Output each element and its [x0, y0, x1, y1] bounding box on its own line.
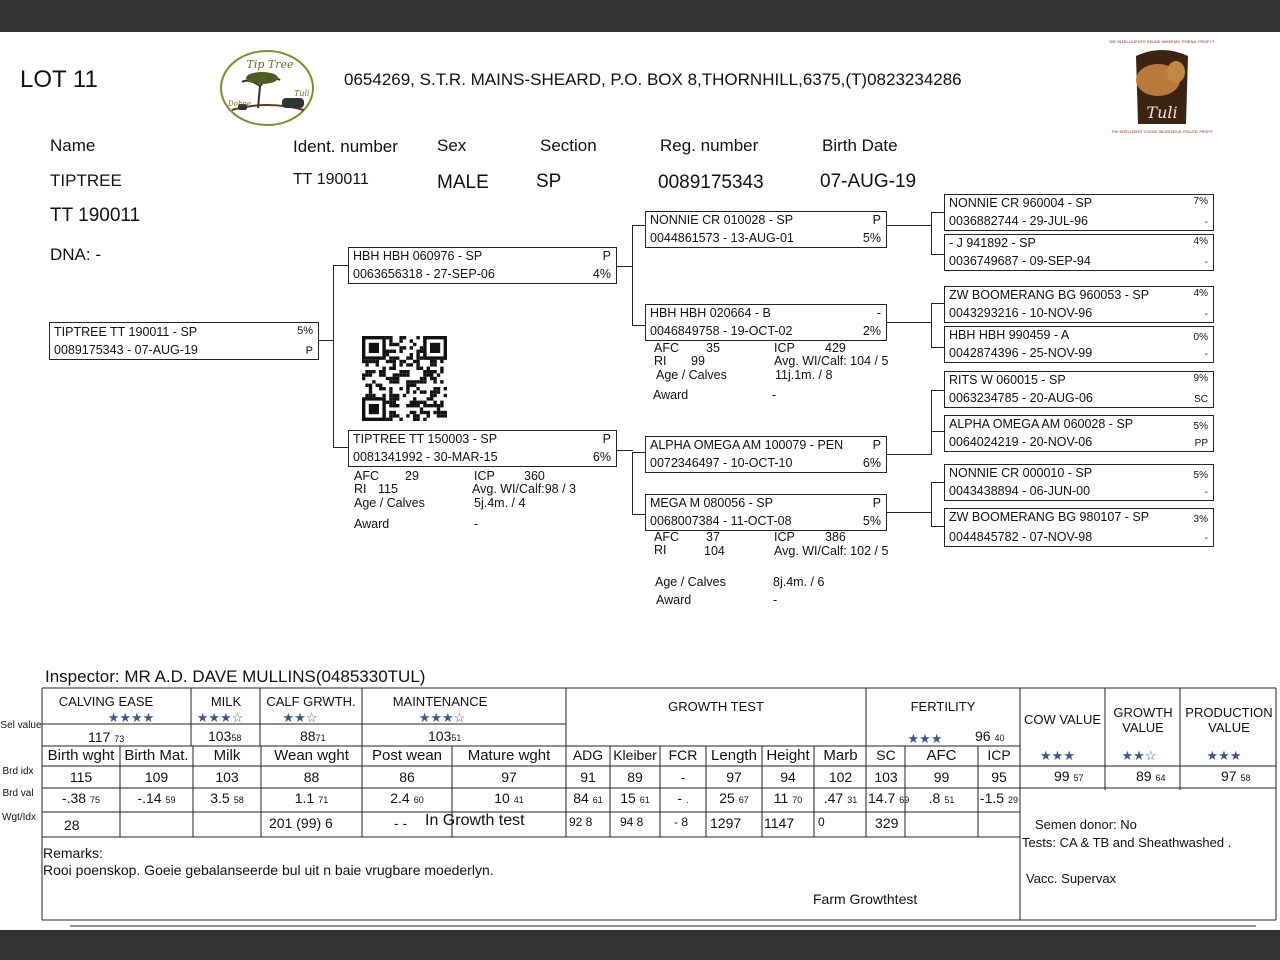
- index-value: 99: [1054, 768, 1070, 784]
- bv-value: .8: [928, 790, 941, 806]
- pedigree-name: MEGA M 080056 - SP: [650, 496, 773, 510]
- pedigree-percent: 2%: [862, 324, 881, 338]
- pedigree-reg: 0044845782 - 07-NOV-98: [949, 530, 1093, 544]
- bv-accuracy: 67: [738, 795, 749, 805]
- bv-value: 2.4: [390, 790, 410, 806]
- sel-value: 88: [300, 728, 316, 744]
- breeding-index: 88: [303, 769, 320, 785]
- sel-accuracy: 51: [451, 733, 462, 743]
- breeding-value: [262, 790, 361, 806]
- icp-value: 429: [825, 341, 846, 355]
- header-name: Name: [50, 136, 96, 155]
- bv-value: 3.5: [210, 790, 230, 806]
- icp-label: ICP: [774, 341, 795, 355]
- ri-label: RI: [654, 543, 667, 557]
- age-calves-label: Age / Calves: [655, 575, 726, 589]
- bv-accuracy: .: [686, 795, 689, 805]
- pedigree-reg: 0089175343 - 07-AUG-19: [54, 343, 198, 357]
- group-calving-ease: CALVING EASE: [58, 694, 154, 709]
- icp-value: 386: [825, 530, 846, 544]
- group-growth-value: GROWTH VALUE: [1113, 705, 1173, 735]
- icp-value: 360: [524, 469, 545, 483]
- pedigree-reg: 0063656318 - 27-SEP-06: [353, 267, 495, 281]
- pedigree-name: TIPTREE TT 190011 - SP: [54, 325, 198, 339]
- bv-accuracy: 59: [165, 795, 176, 805]
- breed-logo-bottom-text: THE INTELLIGENT CHOICE INDIGENOUS, POLLED, PROFIT: [1111, 130, 1213, 134]
- ri-label: RI: [354, 482, 367, 496]
- sel-accuracy: 73: [114, 734, 125, 744]
- column-header: AFC: [926, 747, 957, 764]
- pedigree-reg: 0046849758 - 19-OCT-02: [650, 324, 793, 338]
- pedigree-flag: P: [602, 249, 611, 263]
- group-maintenance: MAINTENANCE: [392, 694, 488, 709]
- ri-value: 115: [378, 482, 398, 496]
- pedigree-flag: -: [1204, 487, 1208, 498]
- column-header: Birth wght: [47, 747, 115, 764]
- bv-value: -.14: [137, 790, 162, 806]
- wgt-height: 1147: [764, 815, 795, 831]
- pedigree-percent: 6%: [862, 456, 881, 470]
- ri-value: 104: [704, 544, 725, 558]
- breeding-value: [979, 790, 1019, 806]
- pedigree-flag: SC: [1194, 394, 1208, 405]
- pedigree-name: ALPHA OMEGA AM 100079 - PEN: [650, 438, 844, 452]
- production-value-index: [1221, 768, 1250, 784]
- column-header: Birth Mat.: [124, 747, 189, 764]
- column-header: Marb: [823, 747, 858, 764]
- bv-value: 10: [494, 790, 510, 806]
- growth-value-index: [1136, 768, 1165, 784]
- growth-value-stars: ★★☆: [1121, 748, 1157, 763]
- pedigree-percent: 5%: [862, 514, 881, 528]
- pedigree-percent: 9%: [1193, 373, 1208, 384]
- group-growth-test: GROWTH TEST: [668, 699, 764, 714]
- pedigree-percent: 4%: [592, 267, 611, 281]
- pedigree-percent: 5%: [297, 325, 313, 337]
- column-header: Post wean: [371, 747, 443, 764]
- row-label-sel-value: Sel value: [0, 720, 42, 731]
- group-milk: MILK: [210, 694, 242, 709]
- bv-accuracy: 58: [233, 795, 244, 805]
- pedigree-percent: 7%: [1193, 196, 1208, 207]
- breeding-index: 99: [933, 769, 950, 785]
- pedigree-name: TIPTREE TT 150003 - SP: [353, 432, 498, 446]
- award-label: Award: [656, 593, 692, 607]
- bv-accuracy: 61: [639, 795, 650, 805]
- pedigree-flag: P: [872, 438, 881, 452]
- wgt-length: 1297: [710, 815, 742, 831]
- pedigree-flag: -: [876, 306, 881, 320]
- animal-ident: TT 190011: [293, 171, 369, 188]
- lot-number: LOT 11: [20, 66, 98, 93]
- pedigree-name: ALPHA OMEGA AM 060028 - SP: [949, 417, 1134, 431]
- breeding-value: [707, 790, 761, 806]
- bv-accuracy: 31: [847, 795, 858, 805]
- sel-accuracy: 40: [994, 733, 1005, 743]
- pedigree-reg: 0042874396 - 25-NOV-99: [949, 346, 1093, 360]
- ri-value: 99: [691, 354, 705, 368]
- header-section: Section: [540, 136, 597, 155]
- pedigree-name: NONNIE CR 000010 - SP: [949, 466, 1093, 480]
- animal-reg: 0089175343: [658, 172, 764, 193]
- bv-value: 84: [573, 790, 589, 806]
- remarks-label: Remarks:: [43, 845, 103, 861]
- award-value: -: [772, 388, 777, 402]
- column-header: Milk: [213, 747, 241, 764]
- pedigree-name: - J 941892 - SP: [949, 236, 1036, 250]
- ri-label: RI: [654, 354, 667, 368]
- icp-label: ICP: [774, 530, 795, 544]
- breeding-value: [194, 790, 260, 806]
- column-header: Wean wght: [274, 747, 349, 764]
- sel-maintenance: [428, 728, 461, 744]
- pedigree-flag: P: [305, 345, 313, 357]
- group-calf-growth: CALF GRWTH.: [266, 694, 356, 709]
- tests: Tests: CA & TB and Sheathwashed .: [1022, 835, 1232, 850]
- bv-value: 14.7: [868, 790, 896, 806]
- award-label: Award: [354, 517, 390, 531]
- pedigree-name: HBH HBH 990459 - A: [949, 328, 1070, 342]
- sel-milk: [208, 728, 241, 744]
- age-calves-value: 11j.1m. / 8: [775, 368, 833, 382]
- breeding-value: [453, 790, 565, 806]
- sel-value: 96: [975, 728, 991, 744]
- pedigree-percent: 4%: [1193, 236, 1208, 247]
- pedigree-reg: 0043293216 - 10-NOV-96: [949, 306, 1093, 320]
- sel-accuracy: 58: [231, 733, 242, 743]
- sel-value: 103: [428, 728, 452, 744]
- milk-stars: ★★★☆: [196, 710, 244, 725]
- pedigree-flag: -: [1204, 309, 1208, 320]
- breeding-index: 103: [215, 769, 239, 785]
- bv-accuracy: 70: [792, 795, 803, 805]
- breeding-value: [363, 790, 451, 806]
- breeding-index: 95: [991, 769, 1007, 785]
- age-calves-label: Age / Calves: [656, 368, 727, 382]
- in-growth-test: In Growth test: [425, 812, 525, 829]
- pedigree-percent: 5%: [1193, 421, 1208, 432]
- breeding-index: 94: [780, 769, 796, 785]
- index-value: 89: [1136, 768, 1152, 784]
- afc-value: 29: [405, 469, 419, 483]
- afc-label: AFC: [354, 469, 379, 483]
- pedigree-reg: 0043438894 - 06-JUN-00: [949, 484, 1091, 498]
- pedigree-percent: 5%: [862, 231, 881, 245]
- wgt-birth: 28: [64, 817, 80, 833]
- group-fertility: FERTILITY: [910, 699, 976, 714]
- breeding-index: 115: [69, 769, 93, 785]
- wgt-kleiber: 94 8: [620, 815, 644, 829]
- column-header: ICP: [987, 747, 1011, 763]
- animal-dna: DNA: -: [50, 245, 101, 264]
- header-ident: Ident. number: [293, 137, 398, 156]
- maintenance-stars: ★★★☆: [418, 710, 466, 725]
- animal-name: TIPTREE: [50, 171, 122, 190]
- wgt-adg: 92 8: [569, 815, 593, 829]
- bv-value: -.38: [61, 790, 87, 806]
- fertility-stars: ★★★: [907, 731, 943, 746]
- age-calves-value: 5j.4m. / 4: [474, 496, 526, 510]
- bv-accuracy: 29: [1008, 795, 1019, 805]
- breeding-index: 86: [399, 769, 415, 785]
- pedigree-percent: 5%: [1193, 470, 1208, 481]
- column-header: FCR: [668, 747, 698, 763]
- avg-weight-calf: Avg. WI/Calf:98 / 3: [472, 482, 576, 496]
- column-header: Height: [766, 747, 810, 764]
- afc-value: 37: [706, 530, 720, 544]
- pedigree-reg: 0081341992 - 30-MAR-15: [353, 450, 498, 464]
- column-header: Length: [711, 747, 757, 764]
- bv-value: 1.1: [294, 790, 315, 806]
- header-birth: Birth Date: [822, 136, 898, 155]
- pedigree-name: NONNIE CR 960004 - SP: [949, 196, 1093, 210]
- index-value: 97: [1221, 768, 1237, 784]
- pedigree-reg: 0064024219 - 20-NOV-06: [949, 435, 1093, 449]
- wgt-wean: 201 (99) 6: [269, 815, 333, 831]
- breeding-index: 97: [726, 769, 742, 785]
- pedigree-flag: P: [872, 496, 881, 510]
- pedigree-name: ZW BOOMERANG BG 980107 - SP: [949, 510, 1150, 524]
- remarks-text: Rooi poenskop. Goeie gebalanseerde bul uit n baie vrugbare moederlyn.: [43, 862, 494, 878]
- bv-value: -1.5: [979, 790, 1005, 806]
- breeding-value: [611, 790, 659, 806]
- bv-value: .47: [823, 790, 844, 806]
- row-label-brd-idx: Brd idx: [2, 766, 34, 777]
- index-accuracy: 64: [1155, 773, 1166, 783]
- pedigree-name: RITS W 060015 - SP: [949, 373, 1066, 387]
- viewer-bottom-bar: [0, 930, 1280, 960]
- column-header: Mature wght: [467, 747, 551, 764]
- breeding-value: [43, 790, 119, 806]
- pedigree-name: HBH HBH 060976 - SP: [353, 249, 483, 263]
- pedigree-reg: 0036749687 - 09-SEP-94: [949, 254, 1091, 268]
- bv-accuracy: 41: [513, 795, 524, 805]
- wgt-sc: 329: [875, 815, 899, 831]
- pedigree-reg: 0063234785 - 20-AUG-06: [949, 391, 1093, 405]
- farm-growthtest: Farm Growthtest: [813, 891, 918, 907]
- pedigree-percent: 6%: [592, 450, 611, 464]
- breeding-index: 89: [627, 769, 643, 785]
- afc-label: AFC: [654, 530, 679, 544]
- group-production-value: PRODUCTION VALUE: [1185, 705, 1273, 735]
- breeding-value: [121, 790, 192, 806]
- pedigree-reg: 0068007384 - 11-OCT-08: [650, 514, 792, 528]
- afc-label: AFC: [654, 341, 679, 355]
- group-cow-value: COW VALUE: [1023, 712, 1102, 727]
- sel-calf-growth: [300, 728, 326, 744]
- icp-label: ICP: [474, 469, 495, 483]
- bv-accuracy: 61: [592, 795, 603, 805]
- pedigree-percent: 3%: [1193, 514, 1208, 525]
- pedigree-flag: -: [1204, 349, 1208, 360]
- pedigree-name: NONNIE CR 010028 - SP: [650, 213, 794, 227]
- wgt-marb: 0: [818, 815, 825, 829]
- column-header: SC: [876, 747, 896, 763]
- avg-weight-calf: Avg. WI/Calf: 104 / 5: [774, 354, 889, 368]
- pedigree-percent: 4%: [1193, 288, 1208, 299]
- breeding-value: [661, 790, 705, 806]
- animal-section: SP: [536, 171, 562, 192]
- breeding-value: [906, 790, 977, 806]
- sel-calving-ease: [88, 729, 124, 745]
- cow-value-index: [1054, 768, 1083, 784]
- breeder-address: 0654269, S.T.R. MAINS-SHEARD, P.O. BOX 8,THORNHILL,6375,(T)0823234286: [344, 70, 962, 89]
- index-accuracy: 58: [1240, 773, 1251, 783]
- bv-accuracy: 75: [90, 795, 101, 805]
- pedigree-flag: P: [872, 213, 881, 227]
- award-label: Award: [653, 388, 689, 402]
- header-sex: Sex: [437, 136, 467, 155]
- index-accuracy: 57: [1073, 773, 1084, 783]
- sel-value: 117: [88, 729, 111, 745]
- sel-fertility: [975, 728, 1004, 744]
- wgt-fcr: - 8: [674, 815, 689, 829]
- sel-accuracy: 71: [315, 733, 326, 743]
- row-label-brd-val: Brd val: [2, 788, 34, 799]
- animal-sex: MALE: [437, 172, 489, 193]
- breeding-value: [868, 790, 910, 806]
- pedigree-reg: 0036882744 - 29-JUL-96: [949, 214, 1088, 228]
- breeding-index: 109: [144, 769, 169, 785]
- inspector: Inspector: MR A.D. DAVE MULLINS(0485330TUL): [45, 667, 426, 686]
- animal-birth: 07-AUG-19: [820, 171, 917, 192]
- row-label-wgt-idx: Wgt/Idx: [2, 812, 36, 823]
- afc-value: 35: [706, 341, 720, 355]
- bv-accuracy: 69: [899, 795, 910, 805]
- breeding-index: 102: [828, 769, 853, 785]
- bv-value: 15: [620, 790, 636, 806]
- cow-value-stars: ★★★: [1040, 748, 1075, 763]
- breed-logo-name: Tuli: [1146, 103, 1178, 122]
- bv-value: -: [677, 790, 683, 806]
- column-header: Kleiber: [613, 747, 657, 763]
- award-value: -: [773, 593, 778, 607]
- calving-ease-stars: ★★★★: [107, 710, 155, 725]
- vaccination: Vacc. Supervax: [1026, 871, 1117, 886]
- pedigree-flag: -: [1204, 533, 1208, 544]
- bv-accuracy: 60: [413, 795, 424, 805]
- pedigree-name: ZW BOOMERANG BG 960053 - SP: [949, 288, 1150, 302]
- semen-donor: Semen donor: No: [1035, 817, 1137, 832]
- production-value-stars: ★★★: [1206, 748, 1242, 763]
- farm-logo-tuli: Tuli: [294, 89, 310, 98]
- bv-accuracy: 51: [944, 795, 955, 805]
- pedigree-reg: 0044861573 - 13-AUG-01: [650, 231, 794, 245]
- bv-value: 25: [719, 790, 735, 806]
- wgt-post-wean: - -: [394, 815, 408, 831]
- award-value: -: [474, 517, 479, 531]
- breeding-value: [815, 790, 866, 806]
- pedigree-flag: P: [602, 432, 611, 446]
- pedigree-percent: 0%: [1193, 332, 1208, 343]
- breeding-index: 97: [501, 769, 517, 785]
- breeding-value: [567, 790, 609, 806]
- age-calves-value: 8j.4m. / 6: [773, 575, 825, 589]
- bv-value: 11: [773, 790, 789, 806]
- breeding-index: 103: [874, 769, 898, 785]
- calf-growth-stars: ★★☆: [282, 710, 318, 725]
- pedigree-flag: -: [1204, 217, 1208, 228]
- bv-accuracy: 71: [318, 795, 329, 805]
- animal-id-line: TT 190011: [50, 205, 141, 226]
- breeding-index: -: [680, 769, 686, 785]
- breeding-index: 91: [580, 769, 596, 785]
- breed-logo-top-text: DIE INTELLIGENTE KEUSE INHEEMS, POENA, PROFYT: [1109, 39, 1215, 44]
- age-calves-label: Age / Calves: [354, 496, 425, 510]
- sel-value: 103: [208, 728, 232, 744]
- pedigree-flag: -: [1204, 257, 1208, 268]
- avg-weight-calf: Avg. WI/Calf: 102 / 5: [774, 544, 889, 558]
- pedigree-name: HBH HBH 020664 - B: [650, 306, 771, 320]
- pedigree-flag: PP: [1194, 438, 1208, 449]
- header-reg: Reg. number: [660, 136, 759, 155]
- farm-logo-title: Tip Tree: [246, 58, 294, 71]
- breeding-value: [763, 790, 813, 806]
- pedigree-reg: 0072346497 - 10-OCT-10: [650, 456, 793, 470]
- column-header: ADG: [572, 747, 604, 763]
- farm-logo-dohne: Dohne: [228, 100, 251, 108]
